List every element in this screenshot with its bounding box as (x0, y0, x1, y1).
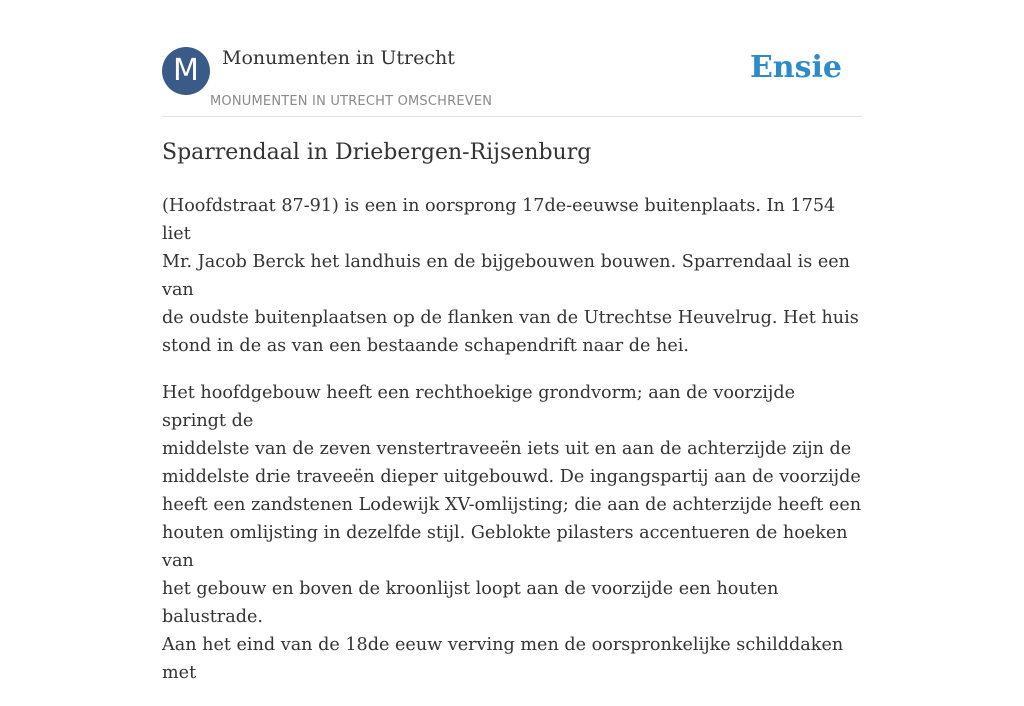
avatar[interactable]: M (162, 47, 210, 95)
brand-logo-link[interactable]: Ensie (749, 50, 842, 85)
site-subtitle: MONUMENTEN IN UTRECHT OMSCHREVEN (210, 94, 493, 109)
article-paragraph-2: Het hoofdgebouw heeft een rechthoekige grondvorm; aan de voorzijde springt de middelste van de zeven venstertraveeën iets uit en aan de achterzijde zijn de middelste drie traveeën dieper uitgebouwd. De ingangspartij aan de voorzijde heeft een zandstenen Lodewijk XV-omlijsting; die aan de achterzijde heeft een houten omlijsting in dezelfde stijl. Geblokte pilasters accentueren de hoeken van het gebouw en boven de kroonlijst loopt aan de voorzijde een houten balustrade. Aan het eind van de 18de eeuw verving men de oorspronkelijke schilddaken met (162, 383, 862, 683)
site-title-link[interactable]: Monumenten in Utrecht (222, 47, 455, 69)
site-header (162, 44, 862, 117)
article-paragraph-1: (Hoofdstraat 87-91) is een in oorsprong 17de-eeuwse buitenplaats. In 1754 liet Mr. Jacob Berck het landhuis en de bijgebouwen bouwen. Sparrendaal is een van de oudste buitenplaatsen op de flanken van de Utrechtse Heuvelrug. Het huis stond in de as van een bestaande schapendrift naar de hei. (162, 196, 859, 356)
article-title: Sparrendaal in Driebergen-Rijsenburg (162, 140, 592, 165)
article-body (162, 192, 862, 706)
